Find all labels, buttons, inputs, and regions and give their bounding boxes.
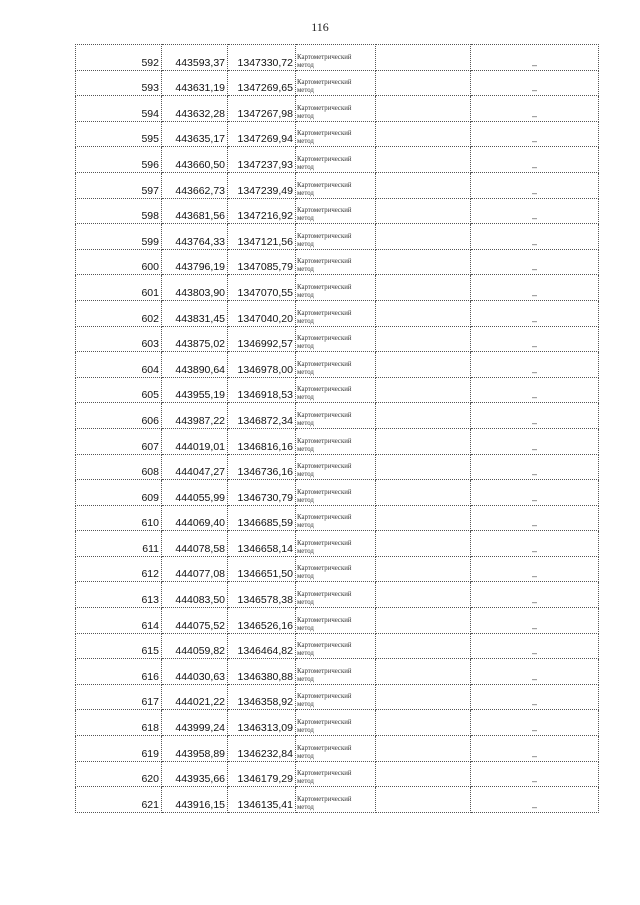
point-number-cell: 613 [76, 582, 162, 608]
x-coordinate-cell: 443593,37 [162, 45, 228, 71]
x-coordinate-cell: 443935,66 [162, 761, 228, 787]
empty-cell [376, 403, 471, 429]
method-label-line2: метод [297, 624, 314, 632]
dash-cell: – [471, 70, 599, 96]
empty-cell [376, 352, 471, 378]
table-row [76, 454, 599, 480]
method-cell [296, 505, 376, 531]
method-label-line2: метод [297, 163, 314, 171]
method-cell [296, 556, 376, 582]
empty-cell [376, 275, 471, 301]
dash-cell: – [471, 45, 599, 71]
dash-cell: – [471, 249, 599, 275]
method-label-line2: метод [297, 547, 314, 555]
x-coordinate-cell: 444021,22 [162, 684, 228, 710]
x-coordinate-cell: 444078,58 [162, 531, 228, 557]
method-label-line1: Картометрический [297, 719, 352, 727]
point-number-cell: 619 [76, 736, 162, 762]
method-label-line2: метод [297, 240, 314, 248]
x-coordinate-cell: 444030,63 [162, 659, 228, 685]
empty-cell [376, 70, 471, 96]
y-coordinate-cell: 1346464,82 [228, 633, 296, 659]
method-label-line1: Картометрический [297, 565, 352, 573]
method-label-line1: Картометрический [297, 693, 352, 701]
x-coordinate-cell: 443631,19 [162, 70, 228, 96]
method-label-line1: Картометрический [297, 591, 352, 599]
dash-cell: – [471, 428, 599, 454]
table-row [76, 249, 599, 275]
method-label-line1: Картометрический [297, 283, 352, 291]
table-row [76, 633, 599, 659]
method-label-line1: Картометрический [297, 207, 352, 215]
method-label-line2: метод [297, 573, 314, 581]
method-label-line1: Картометрический [297, 386, 352, 394]
x-coordinate-cell: 444019,01 [162, 428, 228, 454]
method-label-line2: метод [297, 522, 314, 530]
table-row [76, 224, 599, 250]
point-number-cell: 593 [76, 70, 162, 96]
table-row [76, 428, 599, 454]
table-row [76, 377, 599, 403]
dash-cell: – [471, 198, 599, 224]
dash-cell: – [471, 582, 599, 608]
point-number-cell: 598 [76, 198, 162, 224]
x-coordinate-cell: 444075,52 [162, 608, 228, 634]
table-row [76, 300, 599, 326]
empty-cell [376, 761, 471, 787]
empty-cell [376, 45, 471, 71]
point-number-cell: 610 [76, 505, 162, 531]
dash-cell: – [471, 377, 599, 403]
dash-cell: – [471, 531, 599, 557]
method-label-line1: Картометрический [297, 795, 352, 803]
method-cell [296, 787, 376, 813]
method-label-line2: метод [297, 112, 314, 120]
method-label-line2: метод [297, 419, 314, 427]
dash-cell: – [471, 326, 599, 352]
table-row [76, 121, 599, 147]
point-number-cell: 608 [76, 454, 162, 480]
x-coordinate-cell: 443660,50 [162, 147, 228, 173]
dash-cell: – [471, 710, 599, 736]
dash-cell: – [471, 172, 599, 198]
method-label-line2: метод [297, 266, 314, 274]
y-coordinate-cell: 1346232,84 [228, 736, 296, 762]
point-number-cell: 607 [76, 428, 162, 454]
point-number-cell: 606 [76, 403, 162, 429]
table-row [76, 582, 599, 608]
point-number-cell: 605 [76, 377, 162, 403]
method-label-line1: Картометрический [297, 488, 352, 496]
method-cell [296, 582, 376, 608]
y-coordinate-cell: 1347040,20 [228, 300, 296, 326]
method-cell [296, 198, 376, 224]
method-cell [296, 736, 376, 762]
empty-cell [376, 428, 471, 454]
table-row [76, 198, 599, 224]
dash-cell: – [471, 608, 599, 634]
y-coordinate-cell: 1346526,16 [228, 608, 296, 634]
method-label-line2: метод [297, 675, 314, 683]
table-body [76, 45, 599, 813]
empty-cell [376, 582, 471, 608]
method-cell [296, 480, 376, 506]
x-coordinate-cell: 443796,19 [162, 249, 228, 275]
y-coordinate-cell: 1346816,16 [228, 428, 296, 454]
method-label-line2: метод [297, 368, 314, 376]
x-coordinate-cell: 443999,24 [162, 710, 228, 736]
x-coordinate-cell: 443955,19 [162, 377, 228, 403]
table-row [76, 275, 599, 301]
empty-cell [376, 147, 471, 173]
method-cell [296, 45, 376, 71]
method-label-line1: Картометрический [297, 463, 352, 471]
table-row [76, 710, 599, 736]
method-label-line2: метод [297, 189, 314, 197]
method-cell [296, 377, 376, 403]
method-label-line2: метод [297, 138, 314, 146]
x-coordinate-cell: 444055,99 [162, 480, 228, 506]
point-number-cell: 614 [76, 608, 162, 634]
table-row [76, 96, 599, 122]
table-row [76, 505, 599, 531]
y-coordinate-cell: 1347267,98 [228, 96, 296, 122]
y-coordinate-cell: 1346658,14 [228, 531, 296, 557]
x-coordinate-cell: 443632,28 [162, 96, 228, 122]
point-number-cell: 612 [76, 556, 162, 582]
y-coordinate-cell: 1347121,56 [228, 224, 296, 250]
method-cell [296, 300, 376, 326]
method-label-line1: Картометрический [297, 79, 352, 87]
dash-cell: – [471, 633, 599, 659]
method-label-line1: Картометрический [297, 155, 352, 163]
empty-cell [376, 454, 471, 480]
point-number-cell: 617 [76, 684, 162, 710]
method-label-line1: Картометрический [297, 514, 352, 522]
point-number-cell: 596 [76, 147, 162, 173]
method-label-line1: Картометрический [297, 335, 352, 343]
y-coordinate-cell: 1346651,50 [228, 556, 296, 582]
method-cell [296, 224, 376, 250]
method-label-line2: метод [297, 215, 314, 223]
dash-cell: – [471, 684, 599, 710]
x-coordinate-cell: 444059,82 [162, 633, 228, 659]
empty-cell [376, 480, 471, 506]
empty-cell [376, 121, 471, 147]
y-coordinate-cell: 1346992,57 [228, 326, 296, 352]
x-coordinate-cell: 443875,02 [162, 326, 228, 352]
table-row [76, 659, 599, 685]
y-coordinate-cell: 1347085,79 [228, 249, 296, 275]
dash-cell: – [471, 480, 599, 506]
method-cell [296, 710, 376, 736]
point-number-cell: 611 [76, 531, 162, 557]
empty-cell [376, 172, 471, 198]
method-label-line2: метод [297, 599, 314, 607]
coordinates-table [75, 44, 599, 813]
table-row [76, 787, 599, 813]
method-cell [296, 761, 376, 787]
method-label-line1: Картометрический [297, 104, 352, 112]
table-row [76, 608, 599, 634]
empty-cell [376, 556, 471, 582]
y-coordinate-cell: 1346730,79 [228, 480, 296, 506]
empty-cell [376, 736, 471, 762]
empty-cell [376, 224, 471, 250]
point-number-cell: 604 [76, 352, 162, 378]
method-cell [296, 172, 376, 198]
method-label-line2: метод [297, 752, 314, 760]
method-label-line2: метод [297, 394, 314, 402]
method-label-line1: Картометрический [297, 53, 352, 61]
empty-cell [376, 608, 471, 634]
method-cell [296, 352, 376, 378]
dash-cell: – [471, 403, 599, 429]
method-label-line1: Картометрический [297, 437, 352, 445]
y-coordinate-cell: 1346578,38 [228, 582, 296, 608]
empty-cell [376, 659, 471, 685]
empty-cell [376, 326, 471, 352]
point-number-cell: 599 [76, 224, 162, 250]
dash-cell: – [471, 121, 599, 147]
method-label-line2: метод [297, 701, 314, 709]
method-label-line1: Картометрический [297, 770, 352, 778]
table-row [76, 736, 599, 762]
method-cell [296, 633, 376, 659]
table-row [76, 70, 599, 96]
table-row [76, 45, 599, 71]
x-coordinate-cell: 443987,22 [162, 403, 228, 429]
dash-cell: – [471, 659, 599, 685]
y-coordinate-cell: 1346358,92 [228, 684, 296, 710]
method-label-line1: Картометрический [297, 667, 352, 675]
method-label-line1: Картометрический [297, 539, 352, 547]
empty-cell [376, 633, 471, 659]
method-label-line1: Картометрический [297, 744, 352, 752]
dash-cell: – [471, 275, 599, 301]
method-label-line2: метод [297, 727, 314, 735]
point-number-cell: 600 [76, 249, 162, 275]
x-coordinate-cell: 443764,33 [162, 224, 228, 250]
point-number-cell: 621 [76, 787, 162, 813]
method-label-line1: Картометрический [297, 411, 352, 419]
method-label-line2: метод [297, 87, 314, 95]
method-label-line1: Картометрический [297, 181, 352, 189]
y-coordinate-cell: 1346918,53 [228, 377, 296, 403]
method-label-line2: метод [297, 291, 314, 299]
point-number-cell: 594 [76, 96, 162, 122]
method-cell [296, 659, 376, 685]
method-label-line2: метод [297, 343, 314, 351]
method-cell [296, 454, 376, 480]
point-number-cell: 616 [76, 659, 162, 685]
method-label-line2: метод [297, 471, 314, 479]
dash-cell: – [471, 96, 599, 122]
x-coordinate-cell: 443916,15 [162, 787, 228, 813]
point-number-cell: 595 [76, 121, 162, 147]
y-coordinate-cell: 1346380,88 [228, 659, 296, 685]
method-label-line2: метод [297, 61, 314, 69]
empty-cell [376, 377, 471, 403]
method-label-line2: метод [297, 803, 314, 811]
empty-cell [376, 684, 471, 710]
x-coordinate-cell: 444047,27 [162, 454, 228, 480]
y-coordinate-cell: 1347216,92 [228, 198, 296, 224]
empty-cell [376, 710, 471, 736]
empty-cell [376, 531, 471, 557]
method-label-line1: Картометрический [297, 258, 352, 266]
point-number-cell: 603 [76, 326, 162, 352]
dash-cell: – [471, 505, 599, 531]
method-label-line1: Картометрический [297, 616, 352, 624]
method-cell [296, 326, 376, 352]
x-coordinate-cell: 443803,90 [162, 275, 228, 301]
empty-cell [376, 787, 471, 813]
empty-cell [376, 300, 471, 326]
x-coordinate-cell: 444083,50 [162, 582, 228, 608]
method-label-line1: Картометрический [297, 130, 352, 138]
x-coordinate-cell: 443958,89 [162, 736, 228, 762]
point-number-cell: 620 [76, 761, 162, 787]
method-label-line1: Картометрический [297, 309, 352, 317]
dash-cell: – [471, 147, 599, 173]
dash-cell: – [471, 454, 599, 480]
x-coordinate-cell: 443681,56 [162, 198, 228, 224]
method-label-line2: метод [297, 317, 314, 325]
x-coordinate-cell: 443662,73 [162, 172, 228, 198]
method-label-line2: метод [297, 650, 314, 658]
method-cell [296, 531, 376, 557]
y-coordinate-cell: 1346179,29 [228, 761, 296, 787]
y-coordinate-cell: 1346135,41 [228, 787, 296, 813]
table-row [76, 147, 599, 173]
method-label-line1: Картометрический [297, 360, 352, 368]
x-coordinate-cell: 444077,08 [162, 556, 228, 582]
y-coordinate-cell: 1347269,65 [228, 70, 296, 96]
y-coordinate-cell: 1346872,34 [228, 403, 296, 429]
method-label-line2: метод [297, 778, 314, 786]
dash-cell: – [471, 352, 599, 378]
method-cell [296, 428, 376, 454]
table-row [76, 556, 599, 582]
method-label-line1: Картометрический [297, 232, 352, 240]
point-number-cell: 601 [76, 275, 162, 301]
table-row [76, 352, 599, 378]
method-cell [296, 684, 376, 710]
empty-cell [376, 198, 471, 224]
y-coordinate-cell: 1346736,16 [228, 454, 296, 480]
dash-cell: – [471, 300, 599, 326]
y-coordinate-cell: 1347070,55 [228, 275, 296, 301]
page-number: 116 [311, 20, 329, 34]
table-row [76, 172, 599, 198]
x-coordinate-cell: 444069,40 [162, 505, 228, 531]
y-coordinate-cell: 1346313,09 [228, 710, 296, 736]
point-number-cell: 602 [76, 300, 162, 326]
table-row [76, 326, 599, 352]
table-row [76, 531, 599, 557]
dash-cell: – [471, 736, 599, 762]
table-row [76, 403, 599, 429]
point-number-cell: 615 [76, 633, 162, 659]
point-number-cell: 592 [76, 45, 162, 71]
method-cell [296, 275, 376, 301]
method-cell [296, 403, 376, 429]
x-coordinate-cell: 443831,45 [162, 300, 228, 326]
method-label-line2: метод [297, 496, 314, 504]
empty-cell [376, 96, 471, 122]
dash-cell: – [471, 224, 599, 250]
x-coordinate-cell: 443635,17 [162, 121, 228, 147]
table-row [76, 761, 599, 787]
method-cell [296, 70, 376, 96]
method-cell [296, 121, 376, 147]
method-cell [296, 608, 376, 634]
method-cell [296, 96, 376, 122]
y-coordinate-cell: 1347239,49 [228, 172, 296, 198]
method-cell [296, 249, 376, 275]
dash-cell: – [471, 787, 599, 813]
table-row [76, 480, 599, 506]
method-label-line2: метод [297, 445, 314, 453]
dash-cell: – [471, 556, 599, 582]
y-coordinate-cell: 1347330,72 [228, 45, 296, 71]
y-coordinate-cell: 1347237,93 [228, 147, 296, 173]
empty-cell [376, 249, 471, 275]
y-coordinate-cell: 1346978,00 [228, 352, 296, 378]
method-cell [296, 147, 376, 173]
y-coordinate-cell: 1346685,59 [228, 505, 296, 531]
y-coordinate-cell: 1347269,94 [228, 121, 296, 147]
x-coordinate-cell: 443890,64 [162, 352, 228, 378]
method-label-line1: Картометрический [297, 642, 352, 650]
point-number-cell: 609 [76, 480, 162, 506]
table-row [76, 684, 599, 710]
point-number-cell: 618 [76, 710, 162, 736]
point-number-cell: 597 [76, 172, 162, 198]
dash-cell: – [471, 761, 599, 787]
empty-cell [376, 505, 471, 531]
